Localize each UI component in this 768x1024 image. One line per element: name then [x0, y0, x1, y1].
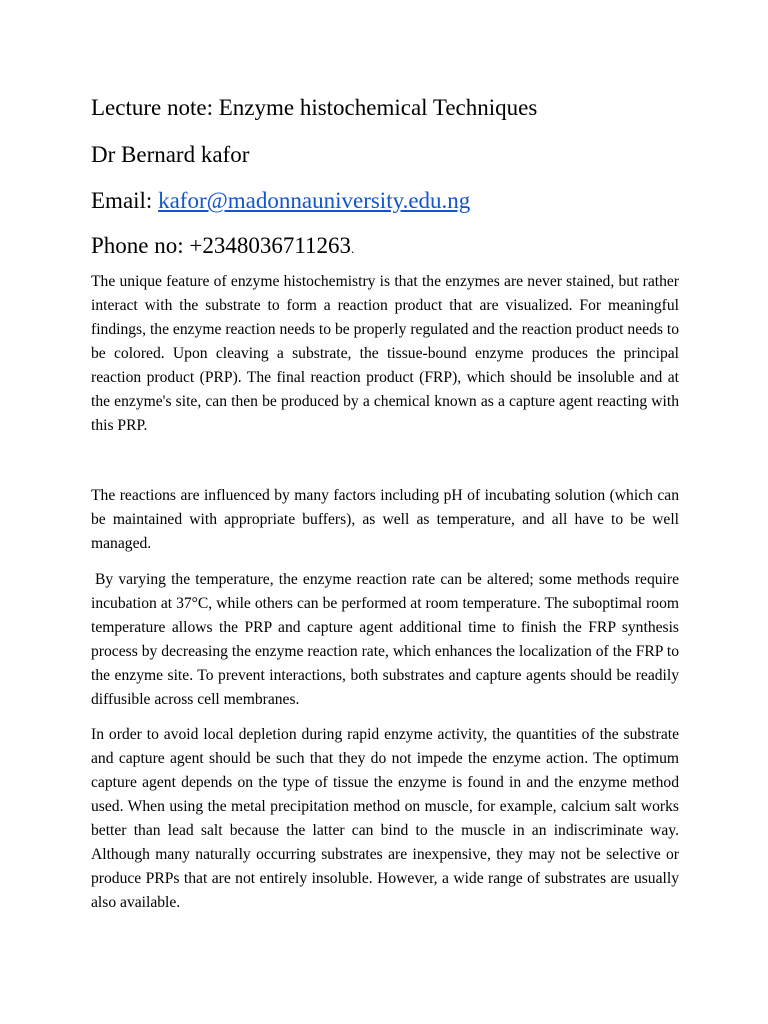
- paragraph-substrates: In order to avoid local depletion during rapid enzyme activity, the quantities of the substrate and capture agent should be such that they do not impede the enzyme action. The optimum capture agent depends on the type of tissue the enzyme is found in and the enzyme method used. When using the metal precipitation method on muscle, for example, calcium salt works better than lead salt because the latter can bind to the muscle in an indiscriminate way. Although many naturally occurring substrates are inexpensive, they may not be selective or produce PRPs that are not entirely insoluble. However, a wide range of substrates are usually also available.: [91, 726, 679, 911]
- email-label: Email:: [91, 188, 159, 213]
- paragraph-temperature: By varying the temperature, the enzyme reaction rate can be altered; some methods require incubation at 37°C, while others can be performed at room temperature. The suboptimal room temperature allows the PRP and capture agent additional time to finish the FRP synthesis process by decreasing the enzyme reaction rate, which enhances the localization of the FRP to the enzyme site. To prevent interactions, both substrates and capture agents should be readily diffusible across cell membranes.: [91, 571, 679, 708]
- document-title: Lecture note: Enzyme histochemical Techniques: [91, 95, 538, 120]
- paragraph-intro: The unique feature of enzyme histochemistry is that the enzymes are never stained, but rather interact with the substrate to form a reaction product that are visualized. For meaningful findings, the enzyme reaction needs to be properly regulated and the reaction product needs to be colored. Upon cleaving a substrate, the tissue-bound enzyme produces the principal reaction product (PRP). The final reaction product (FRP), which should be insoluble and at the enzyme's site, can then be produced by a chemical known as a capture agent reacting with this PRP.: [91, 273, 679, 434]
- phone-line: [91, 232, 354, 263]
- email-line: [91, 187, 470, 215]
- phone-suffix: .: [351, 241, 355, 256]
- email-link[interactable]: kafor@madonnauniversity.edu.ng: [158, 188, 471, 213]
- phone-number: Phone no: +2348036711263: [91, 233, 352, 258]
- paragraph-factors: The reactions are influenced by many factors including pH of incubating solution (which can be maintained with appropriate buffers), as well as temperature, and all have to be well managed.: [91, 487, 679, 552]
- author-name: Dr Bernard kafor: [91, 142, 250, 167]
